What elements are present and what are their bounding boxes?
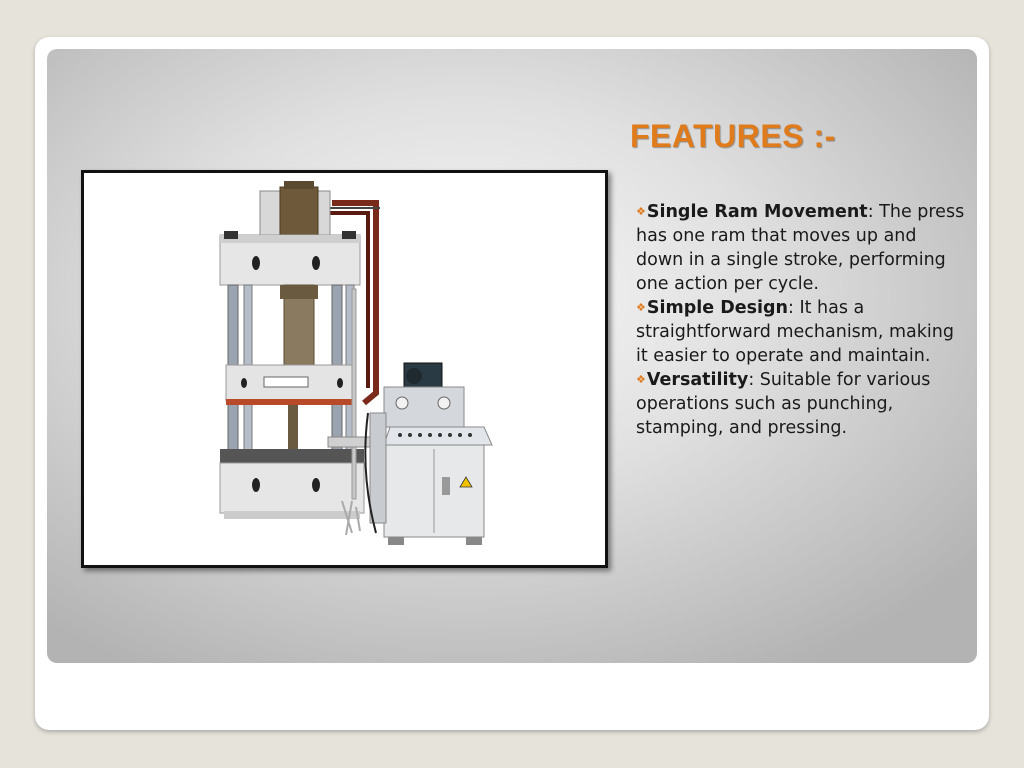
feature-name: Single Ram Movement [646,202,868,222]
hydraulic-press-machine-image [84,173,605,565]
diamond-bullet-icon: ❖ [636,205,646,218]
diamond-bullet-icon: ❖ [636,373,646,386]
feature-separator: : [788,298,794,318]
feature-description: It has a straightforward mechanism, making it easier to operate and maintain. [636,298,954,366]
feature-item-simple-design [636,296,966,368]
feature-separator: : [748,370,755,390]
feature-item-single-ram [636,200,966,296]
feature-description: The press has one ram that moves up and down in a single stroke, performing one action per cycle. [636,202,965,294]
feature-list [636,200,966,440]
slide-title: FEATURES :- [630,118,836,154]
feature-name: Simple Design [646,298,788,318]
feature-item-versatility [636,368,966,440]
feature-separator: : [867,202,874,222]
feature-name: Versatility [646,370,749,390]
feature-description: Suitable for various operations such as punching, stamping, and pressing. [636,370,931,438]
machine-photo-frame [81,170,608,568]
diamond-bullet-icon: ❖ [636,301,646,314]
